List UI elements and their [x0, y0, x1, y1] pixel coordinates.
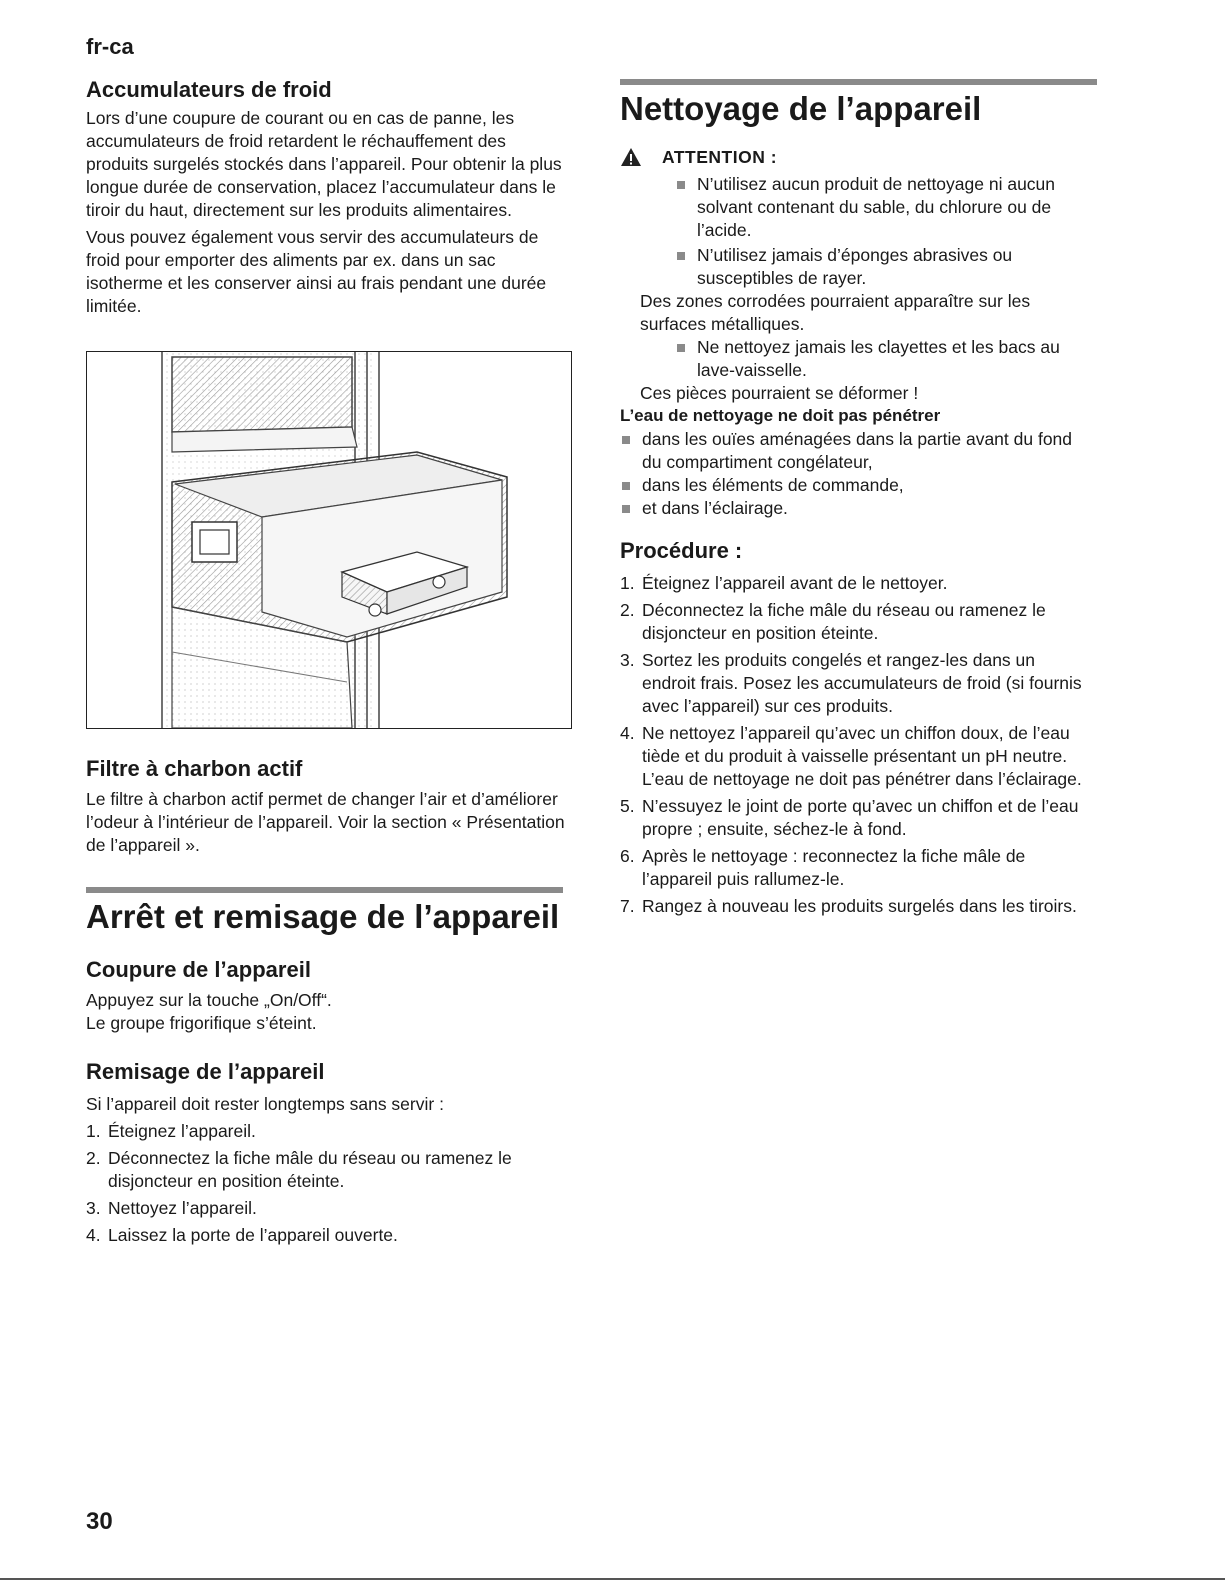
- arret-heading: Arrêt et remisage de l’appareil: [86, 898, 560, 935]
- bullet-icon: [622, 505, 630, 513]
- remisage-steps: [86, 1120, 566, 1247]
- list-item: 4. Laissez la porte de l’appareil ouverte.: [86, 1225, 398, 1245]
- coupure-line-2: Le groupe frigorifique s’éteint.: [86, 1013, 317, 1033]
- accumulateurs-paragraph-2: Vous pouvez également vous servir des accumulateurs de froid pour emporter des aliments par ex. dans un sac isotherme et les conserver ainsi au frais pendant une durée limitée.: [86, 227, 547, 316]
- accumulateurs-heading: Accumulateurs de froid: [86, 77, 332, 102]
- filtre-heading: Filtre à charbon actif: [86, 756, 303, 781]
- drawer-illustration: [86, 351, 572, 729]
- bullet-icon: [677, 344, 685, 352]
- attention-paragraph-1: Des zones corrodées pourraient apparaître sur les surfaces métalliques.: [640, 291, 1031, 334]
- bullet-icon: [622, 482, 630, 490]
- list-item: 1. Éteignez l’appareil avant de le nettoyer.: [620, 573, 948, 593]
- remisage-heading: Remisage de l’appareil: [86, 1059, 325, 1084]
- warning-triangle-icon: [620, 147, 642, 167]
- attention-list-2: [675, 336, 1095, 382]
- procedure-steps: [620, 572, 1090, 918]
- section-rule-right: [620, 79, 1097, 85]
- list-item: N’utilisez aucun produit de nettoyage ni aucun solvant contenant du sable, du chlorure ou de l’acide.: [675, 173, 1095, 242]
- list-item: 3. Nettoyez l’appareil.: [86, 1198, 257, 1218]
- attention-list-1: [675, 173, 1095, 290]
- list-item: Ne nettoyez jamais les clayettes et les bacs au lave-vaisselle.: [675, 336, 1095, 382]
- remisage-intro: Si l’appareil doit rester longtemps sans servir :: [86, 1094, 444, 1114]
- filtre-section: [86, 756, 566, 857]
- coupure-heading: Coupure de l’appareil: [86, 957, 311, 982]
- accumulateurs-section: [86, 77, 566, 318]
- attention-label: ATTENTION :: [662, 147, 778, 167]
- coupure-line-1: Appuyez sur la touche „On/Off“.: [86, 990, 332, 1010]
- bullet-icon: [622, 436, 630, 444]
- language-code: fr-ca: [86, 34, 134, 59]
- bullet-icon: [677, 252, 685, 260]
- list-item: 6. Après le nettoyage : reconnectez la fiche mâle de l’appareil puis rallumez-le.: [620, 846, 1026, 889]
- attention-paragraph-2: Ces pièces pourraient se déformer !: [640, 383, 919, 403]
- list-item: 5. N’essuyez le joint de porte qu’avec un chiffon et de l’eau propre ; ensuite, séchez-le à fond.: [620, 796, 1079, 839]
- arret-section: [86, 898, 566, 936]
- list-item: N’utilisez jamais d’éponges abrasives ou susceptibles de rayer.: [675, 244, 1095, 290]
- section-rule-left: [86, 887, 563, 893]
- list-item: et dans l’éclairage.: [620, 497, 1090, 520]
- list-item: 2. Déconnectez la fiche mâle du réseau ou ramenez le disjoncteur en position éteinte.: [86, 1148, 512, 1191]
- list-item: dans les éléments de commande,: [620, 474, 1090, 497]
- list-item: dans les ouïes aménagées dans la partie avant du fond du compartiment congélateur,: [620, 428, 1090, 474]
- eau-list: [620, 428, 1090, 520]
- coupure-section: [86, 957, 566, 1035]
- attention-block: [620, 145, 1100, 520]
- list-item: 2. Déconnectez la fiche mâle du réseau ou ramenez le disjoncteur en position éteinte.: [620, 600, 1046, 643]
- procedure-section: [620, 538, 1100, 922]
- nettoyage-heading: Nettoyage de l’appareil: [620, 90, 982, 127]
- procedure-heading: Procédure :: [620, 538, 743, 563]
- page-number: 30: [86, 1508, 113, 1535]
- eau-subheading: L’eau de nettoyage ne doit pas pénétrer: [620, 406, 941, 425]
- remisage-section: [86, 1059, 566, 1251]
- list-item: 7. Rangez à nouveau les produits surgelés dans les tiroirs.: [620, 896, 1077, 916]
- list-item: 1. Éteignez l’appareil.: [86, 1121, 256, 1141]
- accumulateurs-paragraph-1: Lors d’une coupure de courant ou en cas de panne, les accumulateurs de froid retardent le réchauffement des produits surgelés stockés dans l’appareil. Pour obtenir la plus longue durée de conservation, placez l’accumulateur dans le tiroir du haut, directement sur les produits alimentaires.: [86, 108, 562, 220]
- bottom-border: [0, 1578, 1225, 1580]
- freezer-drawer-drawing: [87, 352, 571, 728]
- list-item: 4. Ne nettoyez l’appareil qu’avec un chiffon doux, de l’eau tiède et du produit à vaisselle présentant un pH neutre. L’eau de nettoyage ne doit pas pénétrer dans l’éclairage.: [620, 723, 1082, 789]
- list-item: 3. Sortez les produits congelés et rangez-les dans un endroit frais. Posez les accumulateurs de froid (si fournis avec l’appareil) sur ces produits.: [620, 650, 1082, 716]
- filtre-paragraph: Le filtre à charbon actif permet de changer l’air et d’améliorer l’odeur à l’intérieur de l’appareil. Voir la section « Présentation de l’appareil ».: [86, 789, 565, 855]
- bullet-icon: [677, 181, 685, 189]
- nettoyage-section: [620, 90, 1100, 128]
